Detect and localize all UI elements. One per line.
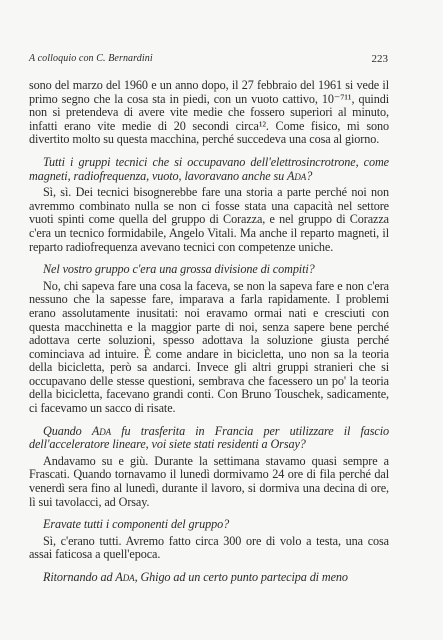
answer-paragraph: Sì, c'erano tutti. Avremo fatto circa 300 ore di volo a testa, una cosa assai faticosa a quell'epoca. [29,533,389,562]
page-number: 223 [371,53,388,65]
question-text-end: ? [306,168,313,183]
question-text: Nel vostro gruppo c'era una grossa divisione di compiti? [43,262,315,277]
answer-paragraph: No, chi sapeva fare una cosa la faceva, se non la sapeva fare e non c'era nessuno che la sapesse fare, imparava a farla rapidamente. I problemi erano assolutamente inusitati: noi eravamo ormai nati e cresciuti con questa macchinetta e la maggior parte di noi, senza sapere bene perché adottava certe soluzioni, spesso adottava la soluzione giusta perché cominciava ad intuire. È come andare in bicicletta, uno non sa la teoria della bicicletta, però sa andarci. Invece gli altri gruppi stranieri che si occupavano delle stesse questioni, sembrava che facessero un po' la teoria della bicicletta, facevano grandi conti. Con Bruno Touschek, sadicamente, ci facevamo un sacco di risate. [29,278,389,416]
machine-name: Ada [287,168,307,183]
answer-paragraph: Andavamo su e giù. Durante la settimana stavamo quasi sempre a Frascati. Quando tornavamo il lunedì dormivamo 24 ore di fila perché dal venerdì sera fino al lunedì, durante il lavoro, si dormiva una decina di ore, lì sui tavolacci, ad Orsay. [29,453,389,509]
question-text: Eravate tutti i componenti del gruppo? [43,517,230,532]
answer-paragraph: sono del marzo del 1960 e un anno dopo, il 27 febbraio del 1961 si vede il primo segno che la cosa sta in piedi, con un vuoto cattivo, 10⁻⁷¹¹, quindi non si pretendeva di avere vite medie che fossero superiori al minuto, infatti erano vite medie di 20 secondi circa¹². Come fisico, mi sono divertito molto su questa macchina, perché succedeva una cosa al giorno. [29,78,389,147]
machine-name: Ada [91,423,112,438]
question-text: Tutti i gruppi tecnici che si occupavano dell'elettrosincrotrone, come magneti, radiofrequenza, vuoto, lavoravano anche su [29,154,389,183]
question-paragraph [29,156,389,183]
body-text [29,79,389,588]
question-text: Ritornando ad [43,570,116,584]
question-text: Quando [43,423,92,438]
machine-name: Ada [115,570,135,584]
question-paragraph [29,571,389,585]
answer-paragraph: Sì, sì. Dei tecnici bisognerebbe fare una storia a parte perché noi non avremmo combinato nulla se non ci fosse stata una capacità nel settore vuoti spinti come quella del gruppo di Corazza, e nel gruppo di Corazza c'era un tecnico formidabile, Angelo Vitali. Ma anche il reparto magneti, il reparto radiofrequenza avevano tecnici con competenze uniche. [29,185,389,254]
question-text-end: fu trasferita in Francia per utilizzare il fascio dell'acceleratore lineare, voi siete stati residenti a Orsay? [29,423,389,452]
question-paragraph [29,263,389,277]
running-title: A colloquio con C. Bernardini [29,53,153,64]
question-paragraph [29,518,389,532]
question-text-end: , Ghigo ad un certo punto partecipa di meno [134,570,348,584]
running-header [29,52,388,66]
question-paragraph [29,425,389,452]
